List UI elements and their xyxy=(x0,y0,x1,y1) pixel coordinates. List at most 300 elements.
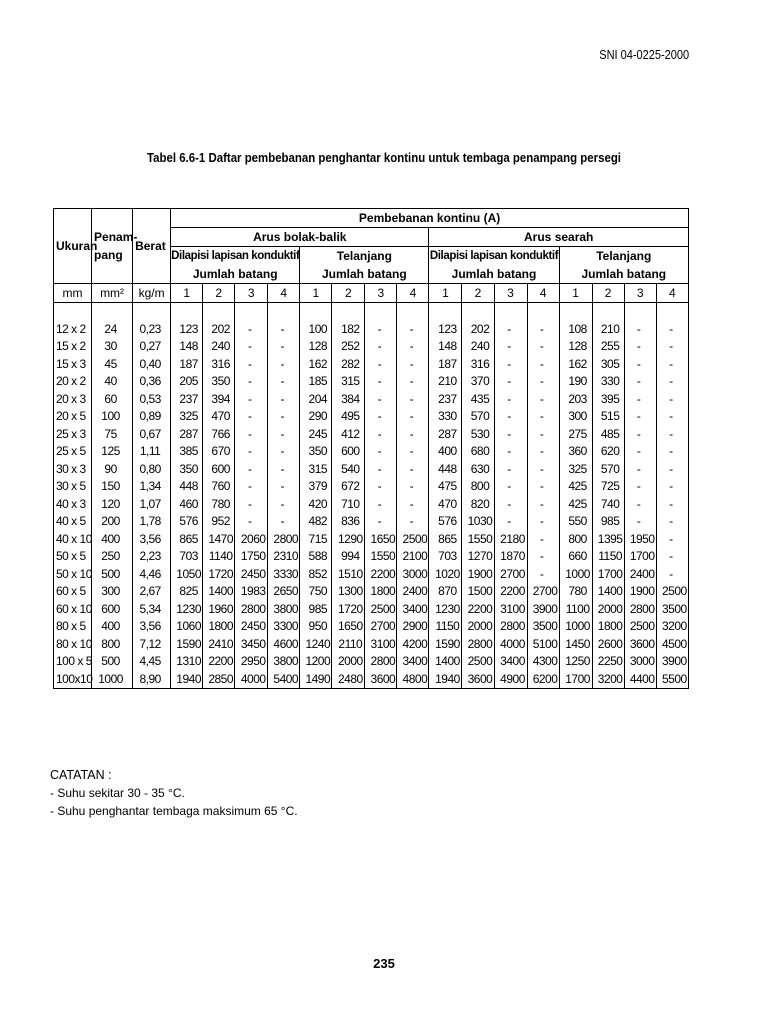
current-cell: 3000 xyxy=(624,653,656,671)
size-cell: 40 x 5 xyxy=(54,513,92,531)
current-cell: 1940 xyxy=(171,671,203,689)
cross-section-cell: 45 xyxy=(92,356,133,374)
current-cell: 1100 xyxy=(559,601,592,619)
table-row xyxy=(54,391,689,409)
current-cell: - xyxy=(235,461,268,479)
current-cell: 2950 xyxy=(235,653,268,671)
current-cell: - xyxy=(397,391,429,409)
current-cell: 3800 xyxy=(268,601,300,619)
current-cell: 780 xyxy=(559,583,592,601)
header-ac-bare: Telanjang xyxy=(300,247,429,266)
size-cell: 12 x 2 xyxy=(54,321,92,339)
cross-section-cell: 400 xyxy=(92,531,133,549)
current-cell: 420 xyxy=(300,496,332,514)
table-row xyxy=(54,513,689,531)
current-cell: - xyxy=(397,513,429,531)
current-cell: 1650 xyxy=(365,531,397,549)
current-cell: - xyxy=(624,356,656,374)
weight-cell: 2,67 xyxy=(133,583,171,601)
current-cell: 1140 xyxy=(203,548,235,566)
size-cell: 25 x 5 xyxy=(54,443,92,461)
current-cell: 952 xyxy=(203,513,235,531)
current-cell: 2800 xyxy=(365,653,397,671)
current-cell: - xyxy=(656,566,688,584)
current-cell: 1400 xyxy=(592,583,624,601)
current-cell: 325 xyxy=(559,461,592,479)
current-cell: 800 xyxy=(462,478,494,496)
current-cell: 2000 xyxy=(462,618,494,636)
current-cell: 1510 xyxy=(332,566,365,584)
current-cell: 5400 xyxy=(268,671,300,689)
current-cell: - xyxy=(527,356,559,374)
current-cell: - xyxy=(494,338,527,356)
current-cell: 350 xyxy=(171,461,203,479)
current-cell: - xyxy=(656,443,688,461)
size-cell: 30 x 5 xyxy=(54,478,92,496)
current-cell: 4400 xyxy=(624,671,656,689)
table-row xyxy=(54,548,689,566)
weight-cell: 2,23 xyxy=(133,548,171,566)
header-berat: Berat xyxy=(133,209,171,284)
size-cell: 40 x 10 xyxy=(54,531,92,549)
current-cell: 630 xyxy=(462,461,494,479)
current-cell: 852 xyxy=(300,566,332,584)
current-cell: 495 xyxy=(332,408,365,426)
current-cell: 2200 xyxy=(203,653,235,671)
current-cell: 576 xyxy=(171,513,203,531)
current-cell: 2800 xyxy=(235,601,268,619)
current-cell: 3100 xyxy=(365,636,397,654)
bar-count-2: 2 xyxy=(592,284,624,303)
current-rating-table xyxy=(53,208,689,689)
current-cell: - xyxy=(527,391,559,409)
current-cell: 1250 xyxy=(559,653,592,671)
current-cell: 470 xyxy=(203,408,235,426)
current-cell: 703 xyxy=(171,548,203,566)
current-cell: 1400 xyxy=(203,583,235,601)
size-cell: 30 x 3 xyxy=(54,461,92,479)
current-cell: - xyxy=(656,513,688,531)
current-cell: - xyxy=(624,496,656,514)
cross-section-cell: 800 xyxy=(92,636,133,654)
current-cell: 2250 xyxy=(592,653,624,671)
current-cell: 820 xyxy=(462,496,494,514)
current-cell: - xyxy=(527,548,559,566)
table-row xyxy=(54,531,689,549)
bar-count-1: 1 xyxy=(300,284,332,303)
current-cell: 108 xyxy=(559,321,592,339)
current-cell: 460 xyxy=(171,496,203,514)
current-cell: 282 xyxy=(332,356,365,374)
current-cell: 1800 xyxy=(592,618,624,636)
current-cell: 325 xyxy=(171,408,203,426)
current-cell: 710 xyxy=(332,496,365,514)
current-cell: 2800 xyxy=(268,531,300,549)
current-cell: 530 xyxy=(462,426,494,444)
current-cell: - xyxy=(365,356,397,374)
current-cell: 2410 xyxy=(203,636,235,654)
cross-section-cell: 200 xyxy=(92,513,133,531)
current-cell: 275 xyxy=(559,426,592,444)
current-cell: 1650 xyxy=(332,618,365,636)
table-row xyxy=(54,671,689,689)
current-cell: 315 xyxy=(300,461,332,479)
current-cell: 865 xyxy=(171,531,203,549)
cross-section-cell: 150 xyxy=(92,478,133,496)
current-cell: 384 xyxy=(332,391,365,409)
current-cell: - xyxy=(624,461,656,479)
current-cell: - xyxy=(365,408,397,426)
cross-section-cell: 30 xyxy=(92,338,133,356)
current-cell: 2400 xyxy=(624,566,656,584)
current-cell: - xyxy=(268,426,300,444)
cross-section-cell: 60 xyxy=(92,391,133,409)
table-row xyxy=(54,426,689,444)
current-cell: 620 xyxy=(592,443,624,461)
current-cell: - xyxy=(397,426,429,444)
current-cell: - xyxy=(235,478,268,496)
current-cell: - xyxy=(397,338,429,356)
current-cell: 3330 xyxy=(268,566,300,584)
current-cell: - xyxy=(365,391,397,409)
note-item: - Suhu penghantar tembaga maksimum 65 °C. xyxy=(50,804,298,818)
current-cell: 2700 xyxy=(365,618,397,636)
current-cell: - xyxy=(494,513,527,531)
current-cell: 1470 xyxy=(203,531,235,549)
current-cell: 128 xyxy=(559,338,592,356)
current-cell: 425 xyxy=(559,496,592,514)
current-cell: 2800 xyxy=(624,601,656,619)
current-cell: 1800 xyxy=(203,618,235,636)
current-cell: - xyxy=(527,373,559,391)
current-cell: - xyxy=(527,408,559,426)
current-cell: 485 xyxy=(592,426,624,444)
current-cell: 203 xyxy=(559,391,592,409)
notes xyxy=(50,766,298,820)
current-cell: - xyxy=(656,496,688,514)
current-cell: 316 xyxy=(462,356,494,374)
current-cell: 2500 xyxy=(462,653,494,671)
size-cell: 15 x 3 xyxy=(54,356,92,374)
weight-cell: 4,45 xyxy=(133,653,171,671)
cross-section-cell: 500 xyxy=(92,566,133,584)
weight-cell: 1,78 xyxy=(133,513,171,531)
header-arus-bolak-balik: Arus bolak-balik xyxy=(171,228,429,247)
current-cell: 240 xyxy=(462,338,494,356)
table-body xyxy=(54,303,689,689)
current-cell: 470 xyxy=(429,496,462,514)
current-cell: - xyxy=(365,426,397,444)
header-dc-bare-count: Jumlah batang xyxy=(559,265,688,284)
current-cell: - xyxy=(656,356,688,374)
current-cell: 1400 xyxy=(429,653,462,671)
current-cell: 1060 xyxy=(171,618,203,636)
current-cell: 148 xyxy=(429,338,462,356)
current-cell: 994 xyxy=(332,548,365,566)
current-cell: 3500 xyxy=(656,601,688,619)
current-cell: - xyxy=(494,321,527,339)
current-cell: 148 xyxy=(171,338,203,356)
current-cell: 123 xyxy=(429,321,462,339)
current-cell: - xyxy=(624,426,656,444)
bar-count-2: 2 xyxy=(203,284,235,303)
weight-cell: 0,67 xyxy=(133,426,171,444)
current-cell: 865 xyxy=(429,531,462,549)
current-cell: 825 xyxy=(171,583,203,601)
current-cell: 252 xyxy=(332,338,365,356)
header-penampang-line2: pang xyxy=(94,248,123,262)
current-cell: 2180 xyxy=(494,531,527,549)
current-cell: - xyxy=(268,338,300,356)
current-cell: 2200 xyxy=(494,583,527,601)
current-cell: - xyxy=(624,338,656,356)
current-cell: - xyxy=(365,496,397,514)
current-cell: - xyxy=(268,478,300,496)
current-cell: 766 xyxy=(203,426,235,444)
current-cell: 3300 xyxy=(268,618,300,636)
current-cell: 202 xyxy=(203,321,235,339)
current-cell: 162 xyxy=(559,356,592,374)
header-ukuran: Ukuran xyxy=(54,209,92,284)
current-cell: 1983 xyxy=(235,583,268,601)
current-cell: 1750 xyxy=(235,548,268,566)
current-cell: - xyxy=(494,408,527,426)
current-cell: 550 xyxy=(559,513,592,531)
current-cell: - xyxy=(268,321,300,339)
current-cell: - xyxy=(494,391,527,409)
current-cell: - xyxy=(397,408,429,426)
current-cell: 2000 xyxy=(592,601,624,619)
size-cell: 80 x 10 xyxy=(54,636,92,654)
current-cell: - xyxy=(235,356,268,374)
current-cell: 1230 xyxy=(171,601,203,619)
table-row xyxy=(54,321,689,339)
table-row xyxy=(54,496,689,514)
table-row xyxy=(54,408,689,426)
table-row xyxy=(54,618,689,636)
current-cell: 1490 xyxy=(300,671,332,689)
current-cell: 4600 xyxy=(268,636,300,654)
current-cell: - xyxy=(656,478,688,496)
current-cell: 1900 xyxy=(624,583,656,601)
current-cell: 600 xyxy=(203,461,235,479)
current-cell: 1150 xyxy=(592,548,624,566)
current-cell: 4000 xyxy=(494,636,527,654)
current-cell: - xyxy=(527,531,559,549)
current-cell: - xyxy=(365,373,397,391)
current-cell: 3900 xyxy=(656,653,688,671)
current-cell: 1150 xyxy=(429,618,462,636)
weight-cell: 3,56 xyxy=(133,618,171,636)
weight-cell: 0,36 xyxy=(133,373,171,391)
current-cell: 2200 xyxy=(365,566,397,584)
current-cell: 290 xyxy=(300,408,332,426)
current-cell: 1230 xyxy=(429,601,462,619)
current-cell: 255 xyxy=(592,338,624,356)
current-cell: - xyxy=(494,443,527,461)
current-cell: - xyxy=(624,408,656,426)
current-cell: - xyxy=(268,373,300,391)
bar-count-4: 4 xyxy=(397,284,429,303)
current-cell: 2100 xyxy=(397,548,429,566)
current-cell: - xyxy=(656,321,688,339)
current-cell: 2480 xyxy=(332,671,365,689)
document-code: SNI 04-0225-2000 xyxy=(599,48,689,62)
table-row xyxy=(54,461,689,479)
current-cell: 2310 xyxy=(268,548,300,566)
current-cell: 680 xyxy=(462,443,494,461)
current-cell: - xyxy=(527,478,559,496)
current-cell: 412 xyxy=(332,426,365,444)
size-cell: 50 x 10 xyxy=(54,566,92,584)
header-dc-coated: Dilapisi lapisan konduktif xyxy=(429,247,559,266)
current-cell: 4200 xyxy=(397,636,429,654)
header-ac-bare-count: Jumlah batang xyxy=(300,265,429,284)
current-cell: 588 xyxy=(300,548,332,566)
current-cell: 760 xyxy=(203,478,235,496)
header-penampang xyxy=(92,209,138,284)
current-cell: - xyxy=(235,338,268,356)
current-cell: 350 xyxy=(203,373,235,391)
current-cell: - xyxy=(656,391,688,409)
current-cell: 1290 xyxy=(332,531,365,549)
current-cell: 2060 xyxy=(235,531,268,549)
current-cell: 300 xyxy=(559,408,592,426)
size-cell: 25 x 3 xyxy=(54,426,92,444)
current-cell: 287 xyxy=(171,426,203,444)
current-cell: - xyxy=(527,496,559,514)
current-cell: 3600 xyxy=(624,636,656,654)
current-cell: - xyxy=(624,373,656,391)
current-cell: - xyxy=(365,443,397,461)
bar-count-2: 2 xyxy=(332,284,365,303)
spacer-row xyxy=(54,303,689,321)
current-cell: 1870 xyxy=(494,548,527,566)
current-cell: 1050 xyxy=(171,566,203,584)
current-cell: 2900 xyxy=(397,618,429,636)
size-cell: 20 x 3 xyxy=(54,391,92,409)
current-cell: 1700 xyxy=(592,566,624,584)
current-cell: 5500 xyxy=(656,671,688,689)
header-dc-coated-count: Jumlah batang xyxy=(429,265,559,284)
current-cell: 1550 xyxy=(365,548,397,566)
current-cell: 1310 xyxy=(171,653,203,671)
current-cell: - xyxy=(494,461,527,479)
current-cell: - xyxy=(268,461,300,479)
current-cell: - xyxy=(268,391,300,409)
cross-section-cell: 75 xyxy=(92,426,133,444)
current-cell: 4800 xyxy=(397,671,429,689)
weight-cell: 0,27 xyxy=(133,338,171,356)
cross-section-cell: 120 xyxy=(92,496,133,514)
current-cell: - xyxy=(494,373,527,391)
current-cell: 2500 xyxy=(656,583,688,601)
current-cell: 210 xyxy=(592,321,624,339)
current-cell: 123 xyxy=(171,321,203,339)
current-cell: - xyxy=(494,426,527,444)
current-cell: 205 xyxy=(171,373,203,391)
current-cell: 448 xyxy=(171,478,203,496)
current-cell: 2500 xyxy=(397,531,429,549)
current-cell: 4300 xyxy=(527,653,559,671)
size-cell: 50 x 5 xyxy=(54,548,92,566)
size-cell: 40 x 3 xyxy=(54,496,92,514)
current-cell: - xyxy=(235,443,268,461)
current-cell: - xyxy=(494,478,527,496)
current-cell: 210 xyxy=(429,373,462,391)
current-cell: 725 xyxy=(592,478,624,496)
current-cell: - xyxy=(527,513,559,531)
current-cell: - xyxy=(268,443,300,461)
note-item: - Suhu sekitar 30 - 35 °C. xyxy=(50,786,185,800)
weight-cell: 1,07 xyxy=(133,496,171,514)
current-cell: - xyxy=(235,321,268,339)
cross-section-cell: 500 xyxy=(92,653,133,671)
bar-count-1: 1 xyxy=(171,284,203,303)
current-cell: - xyxy=(268,496,300,514)
current-cell: 128 xyxy=(300,338,332,356)
cross-section-cell: 250 xyxy=(92,548,133,566)
current-cell: 2800 xyxy=(494,618,527,636)
table-row xyxy=(54,583,689,601)
table-row xyxy=(54,443,689,461)
current-cell: 448 xyxy=(429,461,462,479)
current-cell: 2450 xyxy=(235,566,268,584)
table-row xyxy=(54,566,689,584)
current-cell: 400 xyxy=(429,443,462,461)
size-cell: 100x10 xyxy=(54,671,92,689)
cross-section-cell: 100 xyxy=(92,408,133,426)
current-cell: - xyxy=(235,373,268,391)
table-row xyxy=(54,601,689,619)
current-cell: 6200 xyxy=(527,671,559,689)
current-cell: - xyxy=(624,443,656,461)
bar-count-4: 4 xyxy=(268,284,300,303)
current-cell: 1900 xyxy=(462,566,494,584)
current-cell: 1020 xyxy=(429,566,462,584)
current-cell: 1720 xyxy=(203,566,235,584)
current-cell: 540 xyxy=(332,461,365,479)
current-cell: 237 xyxy=(429,391,462,409)
current-cell: - xyxy=(624,513,656,531)
current-cell: - xyxy=(656,548,688,566)
current-cell: 2700 xyxy=(494,566,527,584)
current-cell: 660 xyxy=(559,548,592,566)
table-row xyxy=(54,338,689,356)
current-cell: 703 xyxy=(429,548,462,566)
cross-section-cell: 1000 xyxy=(92,671,133,689)
current-cell: 4000 xyxy=(235,671,268,689)
current-cell: - xyxy=(527,338,559,356)
current-cell: - xyxy=(527,443,559,461)
current-cell: 1000 xyxy=(559,618,592,636)
current-cell: - xyxy=(397,443,429,461)
bar-count-1: 1 xyxy=(559,284,592,303)
current-cell: 570 xyxy=(592,461,624,479)
current-cell: 5100 xyxy=(527,636,559,654)
current-cell: 1940 xyxy=(429,671,462,689)
size-cell: 60 x 10 xyxy=(54,601,92,619)
current-cell: - xyxy=(397,356,429,374)
cross-section-cell: 40 xyxy=(92,373,133,391)
current-cell: - xyxy=(235,496,268,514)
size-cell: 60 x 5 xyxy=(54,583,92,601)
current-cell: 316 xyxy=(203,356,235,374)
header-arus-searah: Arus searah xyxy=(429,228,689,247)
current-cell: 185 xyxy=(300,373,332,391)
current-cell: 202 xyxy=(462,321,494,339)
current-cell: 670 xyxy=(203,443,235,461)
